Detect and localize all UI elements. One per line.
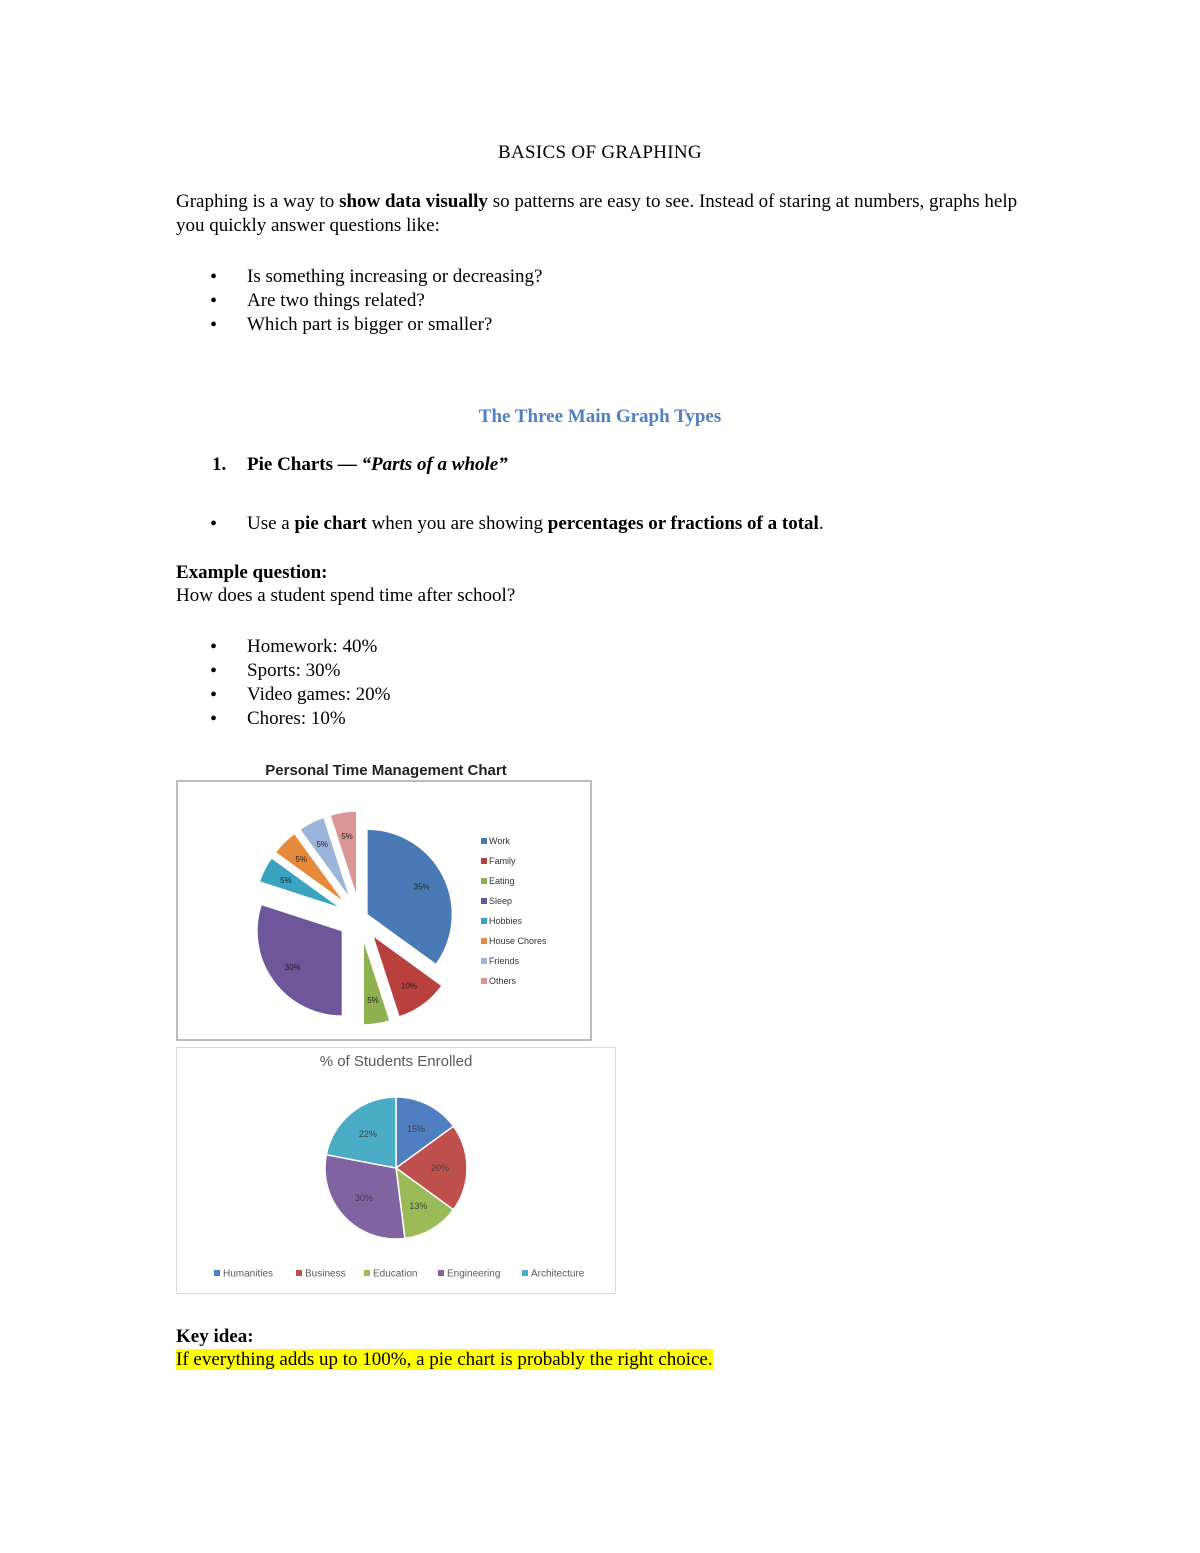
list-item: • Which part is bigger or smaller?: [176, 313, 542, 337]
legend-swatch-others: [481, 978, 487, 984]
intro-bold: show data visually: [339, 191, 488, 212]
intro-paragraph: [176, 190, 1026, 238]
example-list: [176, 635, 390, 731]
example-question: How does a student spend time after school?: [176, 585, 516, 606]
legend-label-friends: Friends: [489, 956, 520, 966]
key-idea-line: [176, 1349, 713, 1371]
data-label: 10%: [400, 981, 417, 991]
chart-title: % of Students Enrolled: [319, 1053, 473, 1070]
data-label: 5%: [341, 831, 353, 841]
data-label: 35%: [413, 882, 430, 892]
legend-swatch-eating: [481, 878, 487, 884]
time-management-chart: [170, 755, 600, 1045]
legend-label-architecture: Architecture: [531, 1268, 585, 1280]
legend-label-education: Education: [373, 1268, 418, 1280]
data-label: 5%: [316, 839, 329, 849]
legend-swatch-sleep: [481, 898, 487, 904]
use-text-2: when you are showing: [366, 513, 548, 534]
data-label: 13%: [409, 1200, 428, 1211]
use-text-1: Use a: [247, 513, 295, 534]
data-label: 5%: [367, 996, 379, 1006]
legend-swatch-hobbies: [481, 918, 487, 924]
list-item: • Is something increasing or decreasing?: [176, 265, 542, 289]
legend-swatch-house-chores: [481, 938, 487, 944]
legend-swatch-education: [364, 1270, 370, 1276]
use-bold-1: pie chart: [294, 513, 367, 534]
item-number: 1.: [212, 454, 227, 475]
legend-swatch-humanities: [214, 1270, 220, 1276]
data-label: 5%: [280, 876, 292, 886]
document-title: BASICS OF GRAPHING: [498, 142, 702, 163]
intro-text-1: Graphing is a way to: [176, 191, 340, 212]
list-item: • Sports: 30%: [176, 659, 390, 683]
graph-type-heading: [212, 454, 508, 476]
legend-label-eating: Eating: [489, 876, 515, 886]
example-label: Example question:: [176, 562, 328, 583]
key-idea-label: Key idea:: [176, 1326, 254, 1347]
questions-list: [176, 265, 542, 337]
legend-swatch-work: [481, 838, 487, 844]
legend-label-engineering: Engineering: [447, 1268, 501, 1280]
section-heading: The Three Main Graph Types: [478, 406, 722, 427]
use-bold-2: percentages or fractions of a total: [547, 513, 819, 534]
list-item: • Video games: 20%: [176, 683, 390, 707]
data-label: 30%: [284, 962, 301, 972]
legend-label-house-chores: House Chores: [489, 936, 547, 946]
students-enrolled-chart: [176, 1047, 618, 1297]
key-idea-text: If everything adds up to 100%, a pie chart is probably the right choice.: [176, 1349, 713, 1370]
list-item: • Are two things related?: [176, 289, 542, 313]
use-list: [176, 512, 824, 536]
item-quote: “Parts of a whole”: [361, 454, 508, 475]
item-label: Pie Charts —: [247, 454, 362, 475]
legend-swatch-family: [481, 858, 487, 864]
chart-title: Personal Time Management Chart: [265, 762, 507, 779]
legend-label-family: Family: [489, 856, 516, 866]
list-item: • Homework: 40%: [176, 635, 390, 659]
legend-swatch-friends: [481, 958, 487, 964]
legend-label-sleep: Sleep: [489, 896, 513, 906]
data-label: 22%: [358, 1129, 377, 1140]
legend-label-work: Work: [489, 836, 510, 846]
data-label: 15%: [406, 1123, 425, 1134]
data-label: 20%: [431, 1163, 450, 1173]
legend-swatch-business: [296, 1270, 302, 1276]
legend-label-others: Others: [489, 976, 517, 986]
legend-swatch-engineering: [438, 1270, 444, 1276]
data-label: 5%: [295, 855, 307, 865]
intro-text-2: so patterns are easy to see. Instead of staring at numbers, graphs help you quickly answer questions like:: [176, 191, 1018, 236]
legend-label-hobbies: Hobbies: [489, 916, 523, 926]
list-item: • Chores: 10%: [176, 707, 390, 731]
data-label: 30%: [354, 1193, 373, 1204]
use-end: .: [818, 513, 824, 534]
legend-label-humanities: Humanities: [223, 1268, 274, 1280]
list-item: [176, 512, 824, 536]
legend-swatch-architecture: [522, 1270, 528, 1276]
legend-label-business: Business: [305, 1268, 346, 1280]
